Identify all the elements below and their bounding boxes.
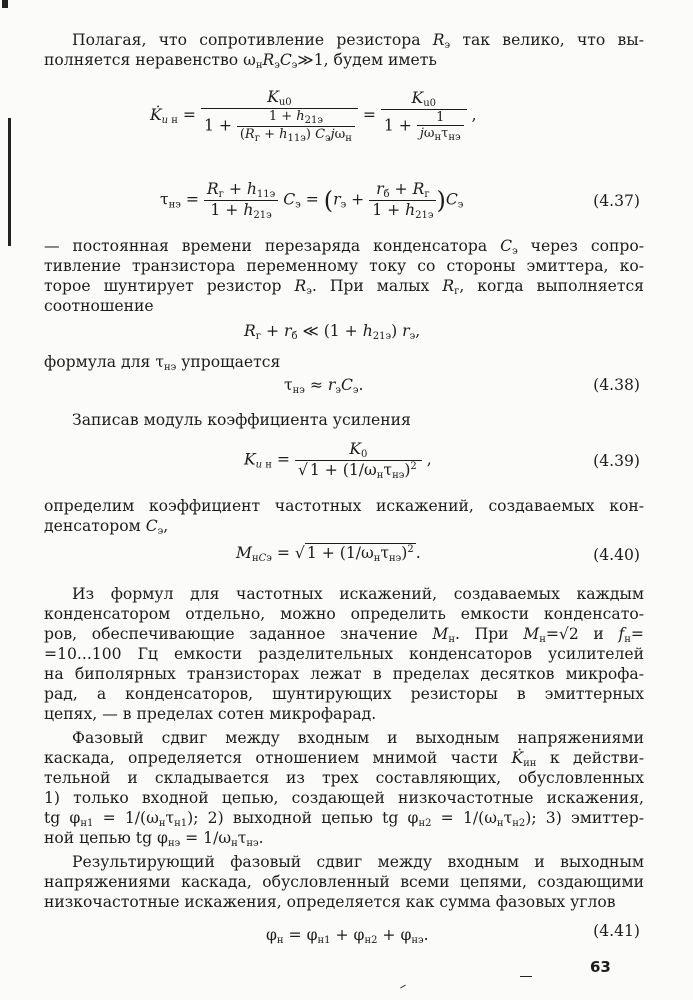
equation-4-41: $\varphi_н = \varphi_{н1} + \varphi_{н2} + \varphi_{нэ}$.: [266, 926, 429, 946]
equation-number: (4.38): [593, 376, 640, 394]
equation-condition: $R_г + r_б$ ≪ $(1 + h_{21э})$ $r_э$,: [244, 322, 421, 342]
equation-4-38: $\tau_{нэ} \approx r_эC_э$.: [284, 376, 364, 396]
text-line: ров, обеспечивающие заданное значение $M_н$. При $M_н=√2$ и $f_н=$: [44, 625, 644, 645]
text-line: Результирующий фазовый сдвиг между входным и выходным: [72, 853, 644, 871]
equation-4-39: $K_{и н}$ = $\frac{K_0}{√ 1 + (1/\omega_н\tau_{нэ})^2}$ ,: [244, 440, 432, 482]
equation-number: (4.37): [593, 192, 640, 210]
text-line: соотношение: [44, 297, 154, 315]
text-line: полняется неравенство $\omega_нR_эC_э≫1$, будем иметь: [44, 51, 437, 71]
text-line: конденсатором отдельно, можно определить емкости конденсато-: [44, 605, 644, 623]
equation-number: (4.41): [593, 922, 640, 940]
equation-4-40: $M_{нCэ}$ = √ $1 + (1/\omega_н\tau_{нэ})^2$ .: [236, 544, 421, 565]
text-line: Полагая, что сопротивление резистора $R_э$ так велико, что вы-: [72, 31, 644, 51]
text-line: определим коэффициент частотных искажений, создаваемых кон-: [44, 497, 644, 515]
text-line: ной цепью tg $\varphi_{нэ} = 1/\omega_н\tau_{нэ}$.: [44, 829, 264, 849]
page-number: 63: [590, 958, 611, 976]
text-line: низкочастотные искажения, определяется как сумма фазовых углов: [44, 893, 616, 911]
text-line: торое шунтирует резистор $R_э$. При малых $R_г$, когда выполняется: [44, 277, 644, 297]
equation-number: (4.40): [593, 546, 640, 564]
speck: [520, 976, 532, 977]
text-line: 1) только входной цепью, создающей низкочастотные искажения,: [44, 789, 644, 807]
text-line: напряжениями каскада, обусловленный всеми цепями, создающими: [44, 873, 644, 891]
text-line: тивление транзистора переменному току со стороны эмиттера, ко-: [44, 257, 644, 275]
text-line: каскада, определяется отношением мнимой части $K̇_{ин}$ к действи-: [44, 749, 644, 769]
equation-k-in: $K̇_{и н}$ = $K_{u0}$ 1 + $\frac{1 + h_{21э}}{(R_г + h_{11э}) C_эj\omega_н}$ = $K_{u0}$ 1 + $\frac{1}{j\omega_н\tau_{нэ}}$ ,: [150, 88, 477, 144]
text-line: цепях, — в пределах сотен микрофарад.: [44, 705, 377, 723]
text-line: рад, а конденсаторов, шунтирующих резисторы в эмиттерных: [44, 685, 644, 703]
text-line: Из формул для частотных искажений, создаваемых каждым: [72, 585, 644, 603]
text-line: денсатором $C_э$,: [44, 517, 169, 537]
text-line: Записав модуль коэффициента усиления: [72, 411, 411, 429]
text-line: =10...100 Гц емкости разделительных конденсаторов усилителей: [44, 645, 644, 663]
text-line: — постоянная времени перезаряда конденсатора $C_э$ через сопро-: [44, 237, 644, 257]
text-line: тельной и складывается из трех составляющих, обусловленных: [44, 769, 644, 787]
text-line: Фазовый сдвиг между входным и выходным напряжениями: [72, 729, 644, 747]
text-line: на биполярных транзисторах лежат в пределах десятков микрофа-: [44, 665, 644, 683]
corner-mark: [2, 0, 8, 8]
speck: [400, 985, 406, 989]
text-line: tg $\varphi_{н1} = 1/(\omega_н\tau_{н1})$; 2) выходной цепью tg $\varphi_{н2} = 1/(\omega_н\tau_{н2})$; 3) эмиттер-: [44, 809, 644, 829]
text-line: формула для $\tau_{нэ}$ упрощается: [44, 353, 281, 373]
equation-number: (4.39): [593, 452, 640, 470]
margin-bar: [8, 118, 11, 246]
equation-4-37: $\tau_{нэ}$ = $\frac{R_г + h_{11э}}{1 + h_{21э}}$ $C_э = (r_э$ + $\frac{r_б + R_г}{1 + h_{21э}}$ )$C_э$: [160, 180, 464, 221]
